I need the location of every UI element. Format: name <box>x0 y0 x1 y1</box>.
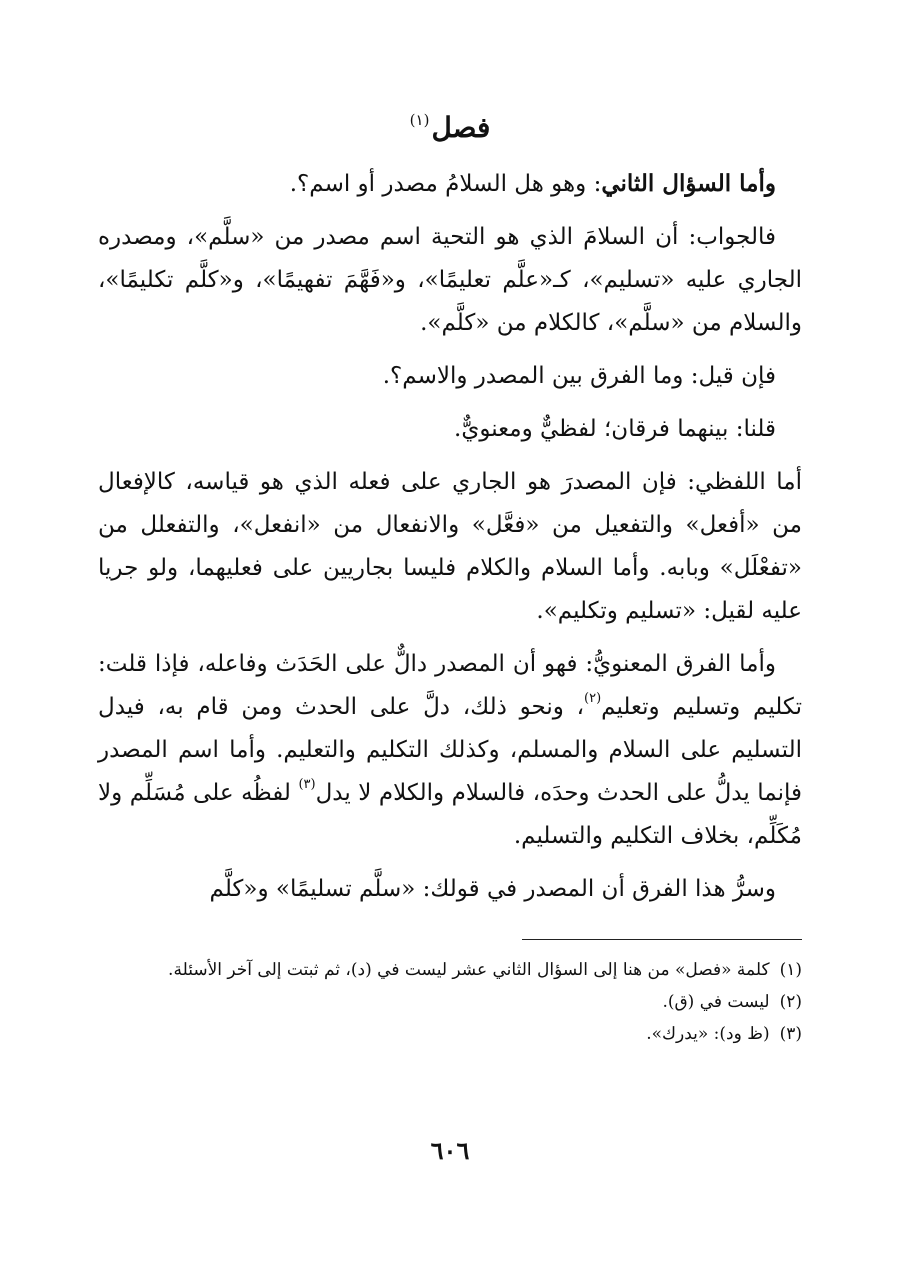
footnote-3 <box>98 1018 802 1050</box>
footnote-marker-1: (١) <box>409 111 430 129</box>
section-title <box>98 100 802 148</box>
footnote-marker-3: (٣) <box>298 777 316 792</box>
footnote-2-text: ليست في (ق). <box>662 992 770 1012</box>
paragraph-reply: قلنا: بينهما فرقان؛ لفظيٌّ ومعنويٌّ. <box>454 416 776 442</box>
question-text: : وهو هل السلامُ مصدر أو اسم؟. <box>289 171 602 197</box>
paragraph-semantic-difference <box>98 643 802 858</box>
footnote-3-number: (٣) <box>779 1024 802 1044</box>
semantic-text-c: لفظُه على مُسَلِّم ولا مُكَلِّم، بخلاف التكليم والتسليم. <box>98 780 802 849</box>
paragraph-answer: فالجواب: أن السلامَ الذي هو التحية اسم مصدر من «سلَّم»، ومصدره الجاري عليه «تسليم»، كـ«علَّم تعليمًا»، و«فَهَّمَ تفهيمًا»، و«كلَّم تكليمًا»، والسلام من «سلَّم»، كالكلام من «كلَّم». <box>98 224 802 336</box>
semantic-text-b: ، ونحو ذلك، دلَّ على الحدث ومن قام به، فيدل التسليم على السلام والمسلم، وكذلك التكليم والتعليم. وأما اسم المصدر فإنما يدلُّ على الحدث وحدَه، فالسلام والكلام لا يدل <box>98 694 802 806</box>
footnote-2 <box>98 986 802 1018</box>
footnote-divider <box>522 939 802 940</box>
footnote-1-number: (١) <box>779 960 802 980</box>
footnote-3-text: (ظ ود): «يدرك». <box>646 1024 770 1044</box>
question-lead: وأما السؤال الثاني <box>601 170 776 197</box>
paragraph-secret: وسرُّ هذا الفرق أن المصدر في قولك: «سلَّم تسليمًا» و«كلَّم <box>209 876 776 902</box>
paragraph-verbal-difference: أما اللفظي: فإن المصدرَ هو الجاري على فعله الذي هو قياسه، كالإفعال من «أفعل» والتفعيل من «فعَّل» والانفعال من «انفعل»، والتفعلل من «تفعْلَل» وبابه. وأما السلام والكلام فليسا بجاريين على فعليهما، ولو جريا عليه لقيل: «تسليم وتكليم». <box>98 469 802 624</box>
paragraph-objection: فإن قيل: وما الفرق بين المصدر والاسم؟. <box>382 363 776 389</box>
section-title-text: فصل <box>431 111 491 144</box>
footnote-1 <box>98 954 802 986</box>
footnote-1-text: كلمة «فصل» من هنا إلى السؤال الثاني عشر ليست في (د)، ثم ثبتت إلى آخر الأسئلة. <box>168 960 770 980</box>
page-number: ٦٠٦ <box>430 1136 470 1165</box>
semantic-text-a: وأما الفرق المعنويُّ: فهو أن المصدر دالٌّ على الحَدَث وفاعله، فإذا قلت: تكليم وتسليم وتعليم <box>98 651 802 720</box>
footnote-marker-2: (٢) <box>584 691 602 706</box>
paragraph-question <box>98 162 802 206</box>
footnote-2-number: (٢) <box>779 992 802 1012</box>
